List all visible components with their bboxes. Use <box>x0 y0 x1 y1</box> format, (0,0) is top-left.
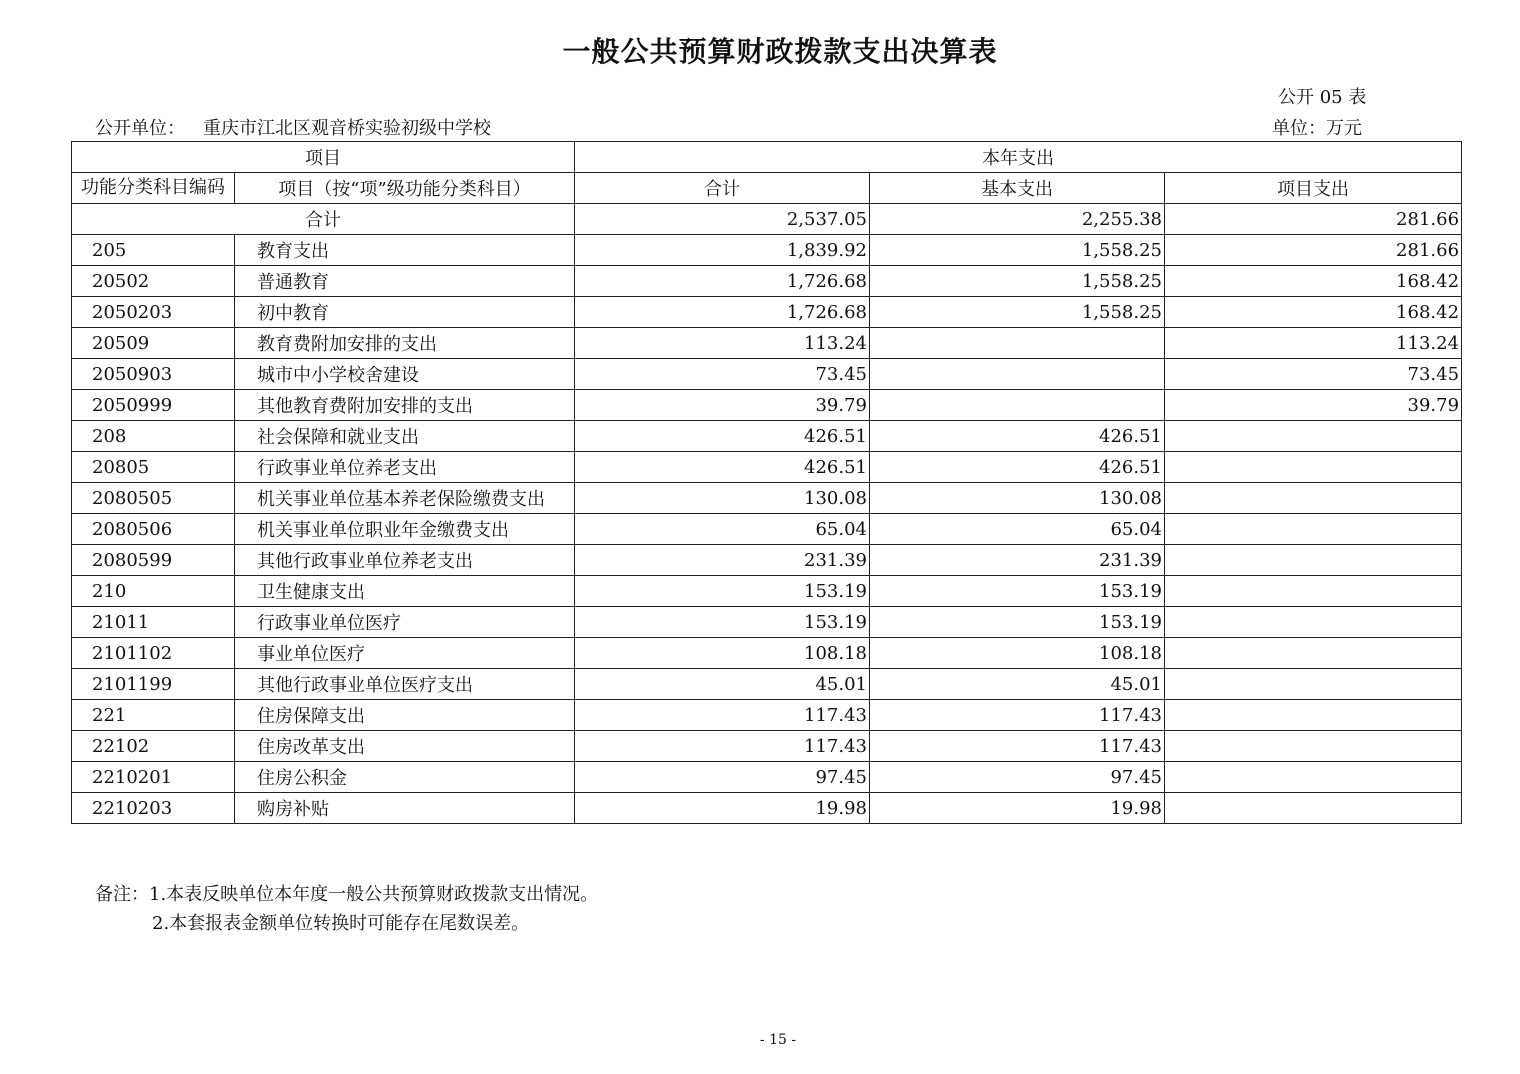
row-total: 231.39 <box>575 545 870 576</box>
row-total: 1,726.68 <box>575 266 870 297</box>
table-row <box>72 669 1462 700</box>
header-code: 功能分类科目编码 <box>72 173 235 204</box>
header-name: 项目（按“项”级功能分类科目） <box>235 173 575 204</box>
row-name: 行政事业单位医疗 <box>235 607 575 638</box>
total-amount: 2,537.05 <box>575 204 870 235</box>
row-code: 210 <box>72 576 235 607</box>
row-code: 2080505 <box>72 483 235 514</box>
row-code: 22102 <box>72 731 235 762</box>
row-basic: 130.08 <box>870 483 1165 514</box>
notes <box>95 880 598 938</box>
row-name: 住房公积金 <box>235 762 575 793</box>
table-row <box>72 793 1462 824</box>
row-code: 20805 <box>72 452 235 483</box>
row-total: 1,839.92 <box>575 235 870 266</box>
row-name: 初中教育 <box>235 297 575 328</box>
row-code: 2210203 <box>72 793 235 824</box>
reporting-unit-label: 公开单位： <box>95 118 185 139</box>
row-basic: 1,558.25 <box>870 266 1165 297</box>
row-code: 20509 <box>72 328 235 359</box>
note-1: 备注：1.本表反映单位本年度一般公共预算财政拨款支出情况。 <box>95 884 599 905</box>
table-row <box>72 545 1462 576</box>
row-total: 117.43 <box>575 731 870 762</box>
row-name: 机关事业单位职业年金缴费支出 <box>235 514 575 545</box>
row-code: 208 <box>72 421 235 452</box>
page-title: 一般公共预算财政拨款支出决算表 <box>562 35 998 68</box>
row-project <box>1165 638 1462 669</box>
table-row <box>72 483 1462 514</box>
row-basic: 231.39 <box>870 545 1165 576</box>
row-basic: 426.51 <box>870 421 1165 452</box>
row-project <box>1165 483 1462 514</box>
row-basic: 117.43 <box>870 700 1165 731</box>
row-name: 住房改革支出 <box>235 731 575 762</box>
row-basic: 153.19 <box>870 607 1165 638</box>
row-name: 普通教育 <box>235 266 575 297</box>
row-code: 2080506 <box>72 514 235 545</box>
row-basic: 426.51 <box>870 452 1165 483</box>
row-basic: 1,558.25 <box>870 235 1165 266</box>
header-row-2 <box>72 173 1462 204</box>
table-row <box>72 452 1462 483</box>
row-basic: 117.43 <box>870 731 1165 762</box>
row-project <box>1165 607 1462 638</box>
table-row <box>72 576 1462 607</box>
row-basic: 108.18 <box>870 638 1165 669</box>
row-name: 教育费附加安排的支出 <box>235 328 575 359</box>
row-project <box>1165 669 1462 700</box>
row-name: 住房保障支出 <box>235 700 575 731</box>
row-code: 2101199 <box>72 669 235 700</box>
table-row <box>72 328 1462 359</box>
row-total: 65.04 <box>575 514 870 545</box>
row-basic <box>870 328 1165 359</box>
header-this-year: 本年支出 <box>575 142 1462 173</box>
row-project: 39.79 <box>1165 390 1462 421</box>
total-row <box>72 204 1462 235</box>
expenditure-table <box>71 141 1462 824</box>
row-name: 行政事业单位养老支出 <box>235 452 575 483</box>
row-total: 97.45 <box>575 762 870 793</box>
header-basic: 基本支出 <box>870 173 1165 204</box>
row-basic: 45.01 <box>870 669 1165 700</box>
row-code: 2210201 <box>72 762 235 793</box>
row-total: 45.01 <box>575 669 870 700</box>
row-basic: 1,558.25 <box>870 297 1165 328</box>
row-name: 购房补贴 <box>235 793 575 824</box>
row-total: 117.43 <box>575 700 870 731</box>
row-project <box>1165 452 1462 483</box>
row-code: 2101102 <box>72 638 235 669</box>
row-project <box>1165 700 1462 731</box>
table-row <box>72 421 1462 452</box>
table-row <box>72 607 1462 638</box>
row-total: 113.24 <box>575 328 870 359</box>
row-name: 事业单位医疗 <box>235 638 575 669</box>
table-row <box>72 235 1462 266</box>
row-code: 21011 <box>72 607 235 638</box>
header-project-expense: 项目支出 <box>1165 173 1462 204</box>
row-basic: 19.98 <box>870 793 1165 824</box>
table-row <box>72 700 1462 731</box>
table-row <box>72 638 1462 669</box>
row-total: 73.45 <box>575 359 870 390</box>
row-code: 2050203 <box>72 297 235 328</box>
row-name: 其他行政事业单位医疗支出 <box>235 669 575 700</box>
reporting-unit <box>95 114 491 140</box>
total-basic: 2,255.38 <box>870 204 1165 235</box>
row-total: 130.08 <box>575 483 870 514</box>
header-row-1 <box>72 142 1462 173</box>
row-total: 1,726.68 <box>575 297 870 328</box>
header-project: 项目 <box>72 142 575 173</box>
row-total: 153.19 <box>575 576 870 607</box>
row-name: 其他行政事业单位养老支出 <box>235 545 575 576</box>
table-row <box>72 731 1462 762</box>
note-2: 2.本套报表金额单位转换时可能存在尾数误差。 <box>152 913 530 934</box>
row-name: 社会保障和就业支出 <box>235 421 575 452</box>
table-row <box>72 762 1462 793</box>
row-basic <box>870 359 1165 390</box>
row-total: 426.51 <box>575 452 870 483</box>
row-basic: 153.19 <box>870 576 1165 607</box>
row-code: 2080599 <box>72 545 235 576</box>
total-project: 281.66 <box>1165 204 1462 235</box>
table-row <box>72 514 1462 545</box>
row-total: 108.18 <box>575 638 870 669</box>
row-code: 2050903 <box>72 359 235 390</box>
row-name: 其他教育费附加安排的支出 <box>235 390 575 421</box>
row-project: 113.24 <box>1165 328 1462 359</box>
row-basic: 65.04 <box>870 514 1165 545</box>
row-name: 机关事业单位基本养老保险缴费支出 <box>235 483 575 514</box>
total-label: 合计 <box>72 204 575 235</box>
table-row <box>72 266 1462 297</box>
header-total: 合计 <box>575 173 870 204</box>
row-basic: 97.45 <box>870 762 1165 793</box>
row-total: 39.79 <box>575 390 870 421</box>
reporting-unit-name: 重庆市江北区观音桥实验初级中学校 <box>203 118 491 139</box>
row-project <box>1165 576 1462 607</box>
form-number: 公开 05 表 <box>1278 87 1367 108</box>
table-row <box>72 297 1462 328</box>
row-name: 城市中小学校舍建设 <box>235 359 575 390</box>
table-row <box>72 359 1462 390</box>
row-project: 281.66 <box>1165 235 1462 266</box>
row-project <box>1165 514 1462 545</box>
currency-unit: 单位：万元 <box>1272 118 1362 139</box>
row-code: 221 <box>72 700 235 731</box>
row-name: 卫生健康支出 <box>235 576 575 607</box>
table-row <box>72 390 1462 421</box>
row-basic <box>870 390 1165 421</box>
row-name: 教育支出 <box>235 235 575 266</box>
row-project <box>1165 545 1462 576</box>
row-code: 205 <box>72 235 235 266</box>
row-project <box>1165 793 1462 824</box>
row-total: 426.51 <box>575 421 870 452</box>
page-number: - 15 - <box>759 1032 797 1048</box>
row-project: 168.42 <box>1165 266 1462 297</box>
row-project <box>1165 731 1462 762</box>
row-total: 153.19 <box>575 607 870 638</box>
row-total: 19.98 <box>575 793 870 824</box>
row-project <box>1165 762 1462 793</box>
row-project: 73.45 <box>1165 359 1462 390</box>
row-project: 168.42 <box>1165 297 1462 328</box>
row-project <box>1165 421 1462 452</box>
row-code: 20502 <box>72 266 235 297</box>
row-code: 2050999 <box>72 390 235 421</box>
